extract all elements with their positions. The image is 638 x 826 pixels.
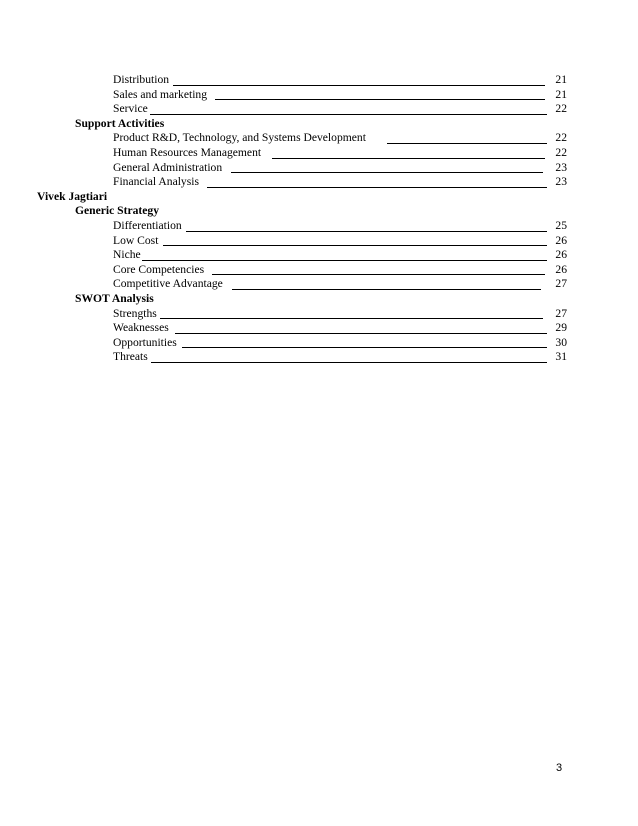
toc-entry-page: 23 bbox=[555, 175, 567, 189]
toc-leader-line bbox=[175, 321, 547, 334]
toc-entry-product-rnd bbox=[0, 131, 638, 146]
toc-leader-line bbox=[151, 350, 547, 363]
toc-section-heading: SWOT Analysis bbox=[75, 291, 154, 305]
toc-entry-page: 22 bbox=[555, 102, 567, 116]
toc-entry-page: 21 bbox=[555, 73, 567, 86]
toc-entry-label: Core Competencies bbox=[113, 262, 205, 276]
toc-entry-label: General Administration bbox=[113, 160, 223, 174]
toc-entry-page: 30 bbox=[555, 335, 567, 349]
toc-entry-page: 27 bbox=[555, 277, 567, 291]
toc-leader-line bbox=[387, 131, 547, 144]
toc-section-heading: Support Activities bbox=[75, 116, 165, 130]
toc-leader-line bbox=[142, 248, 547, 261]
toc-entry-page: 31 bbox=[555, 350, 567, 364]
toc-leader-line bbox=[173, 73, 545, 86]
toc-entry-distribution bbox=[0, 73, 638, 88]
toc-section-heading: Generic Strategy bbox=[75, 204, 160, 218]
toc-entry-label: Distribution bbox=[113, 73, 170, 86]
toc-leader-line bbox=[212, 263, 545, 276]
toc-entry-label: Human Resources Management bbox=[113, 145, 262, 159]
toc-entry-page: 22 bbox=[555, 131, 567, 145]
toc-leader-line bbox=[232, 277, 541, 290]
toc-entry-threats bbox=[0, 350, 638, 365]
toc-leader-line bbox=[231, 161, 543, 174]
table-of-contents bbox=[0, 73, 638, 365]
toc-entry-page: 26 bbox=[555, 248, 567, 262]
toc-leader-line bbox=[215, 88, 545, 101]
toc-entry-label: Product R&D, Technology, and Systems Development bbox=[113, 131, 366, 145]
toc-entry-label: Sales and marketing bbox=[113, 87, 208, 101]
toc-entry-core-competencies bbox=[0, 263, 638, 278]
toc-entry-low-cost bbox=[0, 234, 638, 249]
toc-entry-label: Niche bbox=[113, 248, 141, 262]
toc-entry-label: Service bbox=[113, 102, 148, 116]
toc-author-heading bbox=[0, 190, 638, 205]
toc-entry-general-administration bbox=[0, 161, 638, 176]
toc-entry-sales-and-marketing bbox=[0, 88, 638, 103]
toc-entry-page: 22 bbox=[555, 145, 567, 159]
toc-leader-line bbox=[160, 307, 543, 320]
toc-entry-label: Opportunities bbox=[113, 335, 177, 349]
toc-entry-opportunities bbox=[0, 336, 638, 351]
toc-entry-page: 25 bbox=[555, 218, 567, 232]
toc-entry-financial-analysis bbox=[0, 175, 638, 190]
toc-section-swot-analysis bbox=[0, 292, 638, 307]
toc-entry-label: Weaknesses bbox=[113, 321, 169, 335]
toc-entry-label: Competitive Advantage bbox=[113, 277, 223, 291]
toc-entry-page: 27 bbox=[555, 306, 567, 320]
toc-entry-page: 21 bbox=[555, 87, 567, 101]
toc-entry-label: Financial Analysis bbox=[113, 175, 199, 189]
toc-entry-page: 29 bbox=[555, 321, 567, 335]
toc-entry-page: 23 bbox=[555, 160, 567, 174]
toc-entry-weaknesses bbox=[0, 321, 638, 336]
toc-entry-differentiation bbox=[0, 219, 638, 234]
toc-leader-line bbox=[186, 219, 547, 232]
toc-entry-human-resources bbox=[0, 146, 638, 161]
toc-leader-line bbox=[182, 336, 547, 349]
toc-entry-strengths bbox=[0, 307, 638, 322]
page-number: 3 bbox=[556, 762, 563, 774]
toc-entry-niche bbox=[0, 248, 638, 263]
toc-section-support-activities bbox=[0, 117, 638, 132]
toc-leader-line bbox=[207, 175, 547, 188]
toc-entry-label: Strengths bbox=[113, 306, 157, 320]
toc-entry-page: 26 bbox=[555, 233, 567, 247]
toc-entry-label: Threats bbox=[113, 350, 148, 364]
toc-entry-page: 26 bbox=[555, 262, 567, 276]
toc-section-generic-strategy bbox=[0, 204, 638, 219]
toc-entry-service bbox=[0, 102, 638, 117]
toc-leader-line bbox=[272, 146, 545, 159]
toc-entry-label: Differentiation bbox=[113, 218, 182, 232]
toc-leader-line bbox=[163, 234, 547, 247]
toc-entry-competitive-advantage bbox=[0, 277, 638, 292]
toc-author-name: Vivek Jagtiari bbox=[37, 189, 108, 203]
toc-leader-line bbox=[150, 102, 547, 115]
toc-entry-label: Low Cost bbox=[113, 233, 159, 247]
